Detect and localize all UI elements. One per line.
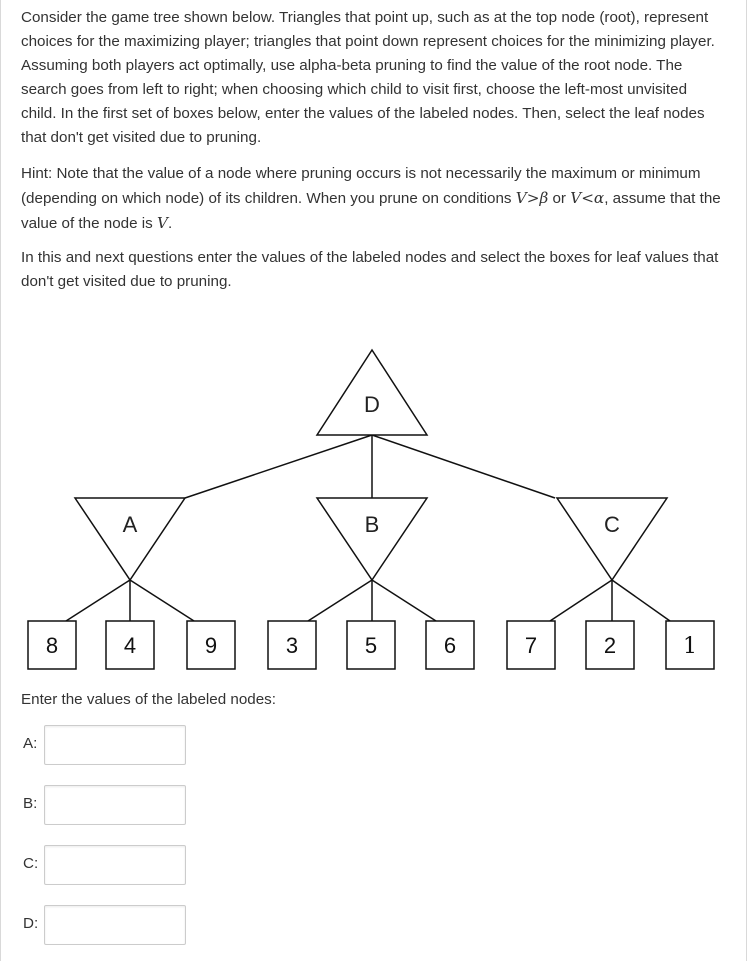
edge-C-leaf7 <box>550 580 612 621</box>
leaf-value-6: 6 <box>443 633 457 658</box>
hint-assume: assume that the value of the node is <box>21 190 721 232</box>
form-heading: Enter the values of the labeled nodes: <box>21 691 276 708</box>
field-label-B: B: <box>23 795 38 812</box>
leaf-value-8: 2 <box>603 633 617 658</box>
node-label-B: B <box>364 512 380 537</box>
edge-B-leaf4 <box>308 580 372 621</box>
hint-comma: , <box>604 190 609 207</box>
value-input-A[interactable] <box>44 725 186 765</box>
hint-text <box>21 162 726 236</box>
hint-before: Hint: Note that the value of a node where pruning occurs is not necessarily the maximum or minimum (depending on which node) of its children. When you prune on conditions <box>21 165 701 207</box>
value-input-D[interactable] <box>44 905 186 945</box>
edge-C-leaf9 <box>612 580 670 621</box>
leaf-value-5: 5 <box>364 633 378 658</box>
value-input-C[interactable] <box>44 845 186 885</box>
node-label-A: A <box>122 512 138 537</box>
edge-A-leaf1 <box>66 580 130 621</box>
hint-or: or <box>552 190 566 207</box>
game-tree-diagram <box>0 340 747 680</box>
hint-condition-2: V<α <box>570 189 605 207</box>
leaf-value-7: 7 <box>524 633 538 658</box>
hint-condition-1: V>β <box>515 189 549 207</box>
field-label-D: D: <box>23 915 39 932</box>
edge-B-leaf6 <box>372 580 436 621</box>
leaf-value-2: 4 <box>123 633 137 658</box>
hint-period: . <box>167 215 173 232</box>
question-intro: Consider the game tree shown below. Triangles that point up, such as at the top node (root), represent choices for the maximizing player; triangles that point down represent choices for the minimizing player. Assuming both players act optimally, use alpha-beta pruning to find the value of the root node. The search goes from left to right; when choosing which child to visit first, choose the left-most unvisited child. In the first set of boxes below, enter the values of the labeled nodes. Then, select the leaf nodes that don't get visited due to pruning. <box>21 9 715 146</box>
instructions-text: In this and next questions enter the values of the labeled nodes and select the boxes for leaf values that don't get visited due to pruning. <box>21 249 719 290</box>
value-input-B[interactable] <box>44 785 186 825</box>
node-label-C: C <box>604 512 620 537</box>
edge-D-C <box>372 435 555 498</box>
leaf-value-9: 1 <box>683 634 697 659</box>
edge-A-leaf3 <box>130 580 194 621</box>
leaf-value-1: 8 <box>45 633 59 658</box>
node-label-D: D <box>364 392 380 417</box>
hint-v: V <box>156 214 168 232</box>
field-label-C: C: <box>23 855 39 872</box>
min-node-B <box>317 498 427 580</box>
leaf-value-3: 9 <box>204 633 218 658</box>
leaf-value-4: 3 <box>285 633 299 658</box>
min-node-A <box>75 498 185 580</box>
min-node-C <box>557 498 667 580</box>
field-label-A: A: <box>23 735 38 752</box>
edge-D-A <box>185 435 372 498</box>
